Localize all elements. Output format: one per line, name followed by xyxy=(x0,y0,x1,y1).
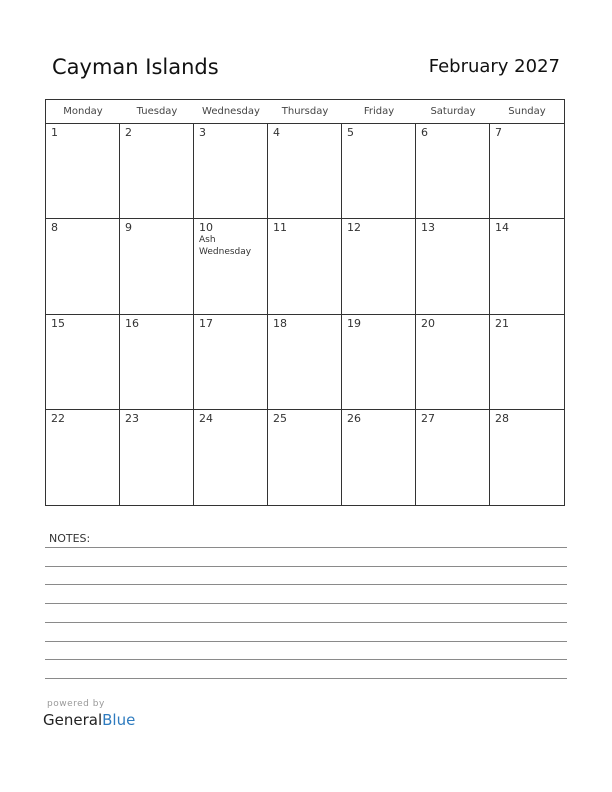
day-cell[interactable] xyxy=(120,219,194,314)
powered-by-text: powered by xyxy=(47,699,105,709)
day-number: 4 xyxy=(273,126,280,139)
day-number: 26 xyxy=(347,411,361,425)
note-line xyxy=(45,603,567,604)
day-number: 23 xyxy=(125,411,139,425)
day-number: 8 xyxy=(51,221,58,235)
weekday-header xyxy=(46,100,564,124)
note-line xyxy=(45,547,567,548)
day-cell[interactable] xyxy=(194,219,268,314)
brand-blue: Blue xyxy=(102,711,136,729)
note-line xyxy=(45,566,567,567)
day-number: 24 xyxy=(199,411,213,425)
day-cell[interactable] xyxy=(46,315,120,410)
day-cell[interactable] xyxy=(342,124,416,219)
day-cell[interactable] xyxy=(46,219,120,314)
day-number: 1 xyxy=(51,126,58,139)
day-cell[interactable] xyxy=(342,315,416,410)
weekday-monday: Monday xyxy=(63,106,103,117)
day-cell[interactable] xyxy=(120,124,194,219)
day-cell[interactable] xyxy=(120,410,194,505)
day-cell[interactable] xyxy=(342,410,416,505)
day-number: 19 xyxy=(347,316,361,330)
day-number: 18 xyxy=(273,316,287,330)
day-number: 17 xyxy=(199,316,213,330)
day-cell[interactable] xyxy=(490,124,564,219)
day-cell[interactable] xyxy=(416,219,490,314)
weekday-thursday: Thursday xyxy=(281,106,329,117)
note-line xyxy=(45,678,567,679)
day-cell[interactable] xyxy=(268,315,342,410)
day-cell[interactable] xyxy=(194,410,268,505)
day-number: 6 xyxy=(421,126,428,139)
weekday-wednesday: Wednesday xyxy=(202,106,260,117)
day-number: 16 xyxy=(125,316,139,330)
day-cell[interactable] xyxy=(342,219,416,314)
day-number: 7 xyxy=(495,126,502,139)
day-number: 5 xyxy=(347,126,354,139)
page-title: Cayman Islands xyxy=(52,55,219,79)
notes-label: NOTES: xyxy=(49,532,91,545)
note-line xyxy=(45,659,567,660)
day-number: 27 xyxy=(421,411,435,425)
day-number: 11 xyxy=(273,221,287,235)
days-grid xyxy=(46,124,564,505)
day-cell[interactable] xyxy=(268,410,342,505)
day-cell[interactable] xyxy=(46,410,120,505)
day-number: 13 xyxy=(421,221,435,235)
day-number: 10 xyxy=(199,221,213,235)
day-cell[interactable] xyxy=(416,410,490,505)
day-number: 22 xyxy=(51,411,65,425)
weekday-friday: Friday xyxy=(363,106,395,117)
day-number: 9 xyxy=(125,221,132,235)
month-year-title: February 2027 xyxy=(428,56,560,77)
day-cell[interactable] xyxy=(268,219,342,314)
day-cell[interactable] xyxy=(194,315,268,410)
day-number: 28 xyxy=(495,411,509,425)
day-number: 2 xyxy=(125,126,132,139)
day-number: 25 xyxy=(273,411,287,425)
day-cell[interactable] xyxy=(120,315,194,410)
day-cell[interactable] xyxy=(490,219,564,314)
brand-general: General xyxy=(43,711,103,729)
day-number: 14 xyxy=(495,221,509,235)
day-cell[interactable] xyxy=(490,410,564,505)
day-number: 20 xyxy=(421,316,435,330)
day-cell[interactable] xyxy=(416,315,490,410)
day-number: 3 xyxy=(199,126,206,139)
holiday-label: Ash Wednesday xyxy=(199,235,252,258)
note-line xyxy=(45,641,567,642)
note-line xyxy=(45,584,567,585)
note-line xyxy=(45,622,567,623)
weekday-sunday: Sunday xyxy=(508,106,546,117)
calendar-grid xyxy=(45,99,565,506)
day-cell[interactable] xyxy=(416,124,490,219)
weekday-saturday: Saturday xyxy=(430,106,476,117)
day-number: 15 xyxy=(51,316,65,330)
weekday-tuesday: Tuesday xyxy=(136,106,178,117)
brand-logo xyxy=(43,711,135,729)
day-cell[interactable] xyxy=(46,124,120,219)
day-number: 12 xyxy=(347,221,361,235)
day-number: 21 xyxy=(495,316,509,330)
day-cell[interactable] xyxy=(194,124,268,219)
day-cell[interactable] xyxy=(268,124,342,219)
day-cell[interactable] xyxy=(490,315,564,410)
